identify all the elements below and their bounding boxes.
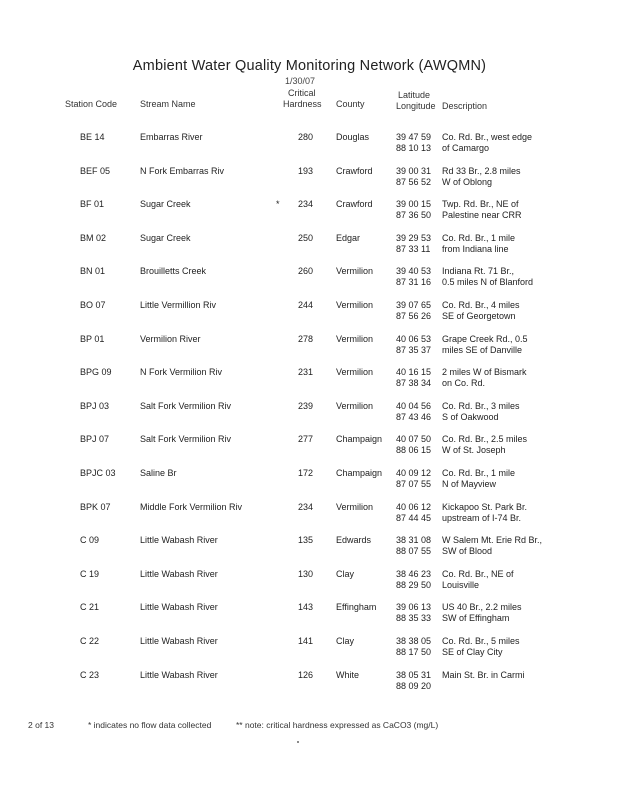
description-line1: Co. Rd. Br., 4 miles — [442, 300, 520, 310]
longitude: 87 33 11 — [396, 243, 431, 254]
longitude: 88 35 33 — [396, 613, 432, 624]
description-line1: Co. Rd. Br., 1 mile — [442, 468, 516, 478]
longitude: 88 10 13 — [396, 143, 432, 153]
critical-hardness: 193 — [298, 165, 314, 176]
header-latitude: Latitude — [398, 90, 431, 100]
latitude: 40 04 56 — [396, 400, 432, 411]
station-code: BPJ 07 — [80, 434, 110, 445]
description-line1: Kickapoo St. Park Br. — [442, 501, 528, 512]
stream-name: Brouilletts Creek — [140, 266, 207, 277]
table-row — [0, 670, 619, 700]
stream-name: Little Vermillion Riv — [140, 300, 217, 310]
description-line2: on Co. Rd. — [442, 378, 486, 389]
station-code: BN 01 — [80, 266, 106, 277]
table-row — [0, 334, 619, 364]
county: Edwards — [336, 535, 372, 546]
description-line2: W of Oblong — [442, 176, 493, 187]
county: Crawford — [336, 199, 373, 210]
critical-hardness: 234 — [298, 501, 314, 512]
description-line2: SW of Blood — [442, 546, 493, 557]
critical-hardness: 239 — [298, 400, 314, 411]
station-code: C 19 — [80, 568, 100, 579]
latitude: 40 09 12 — [396, 468, 432, 478]
county: Champaign — [336, 468, 383, 478]
longitude: 87 36 50 — [396, 210, 432, 221]
description-line1: Twp. Rd. Br., NE of — [442, 199, 519, 210]
station-code: C 22 — [80, 636, 100, 646]
description-line2: miles SE of Danville — [442, 344, 523, 355]
stream-name: Sugar Creek — [140, 232, 191, 243]
header-critical-line1: Critical — [288, 88, 316, 98]
longitude: 87 07 55 — [396, 479, 432, 489]
description-line2: W of St. Joseph — [442, 445, 506, 456]
critical-hardness: 141 — [298, 636, 314, 646]
longitude: 87 38 34 — [396, 378, 432, 389]
description-line2: SE of Clay City — [442, 647, 503, 657]
stream-name: Little Wabash River — [140, 669, 218, 680]
table-row — [0, 132, 619, 162]
description-line1: Co. Rd. Br., 3 miles — [442, 400, 520, 411]
description-line1: Co. Rd. Br., 5 miles — [442, 636, 520, 646]
description-line2: 0.5 miles N of Blanford — [442, 277, 534, 288]
header-stream-name: Stream Name — [140, 99, 196, 109]
header-hardness-line2: Hardness — [283, 99, 322, 109]
latitude: 39 06 13 — [396, 602, 432, 613]
critical-hardness: 250 — [298, 232, 314, 243]
table-row — [0, 401, 619, 431]
critical-hardness: 277 — [298, 434, 314, 445]
description-line2: S of Oakwood — [442, 411, 499, 422]
critical-hardness: 234 — [298, 199, 314, 210]
county: Crawford — [336, 165, 373, 176]
critical-hardness: 135 — [298, 535, 314, 546]
critical-hardness: 172 — [298, 468, 314, 478]
longitude: 88 09 20 — [396, 680, 432, 691]
stream-name: Middle Fork Vermilion Riv — [140, 501, 243, 512]
latitude: 39 47 59 — [396, 132, 432, 142]
description-line2: SW of Effingham — [442, 613, 510, 624]
table-row — [0, 367, 619, 397]
header-longitude: Longitude — [396, 101, 436, 111]
stream-name: Vermilion River — [140, 333, 201, 344]
stream-name: Little Wabash River — [140, 535, 218, 546]
longitude: 88 29 50 — [396, 579, 432, 590]
longitude: 87 56 26 — [396, 311, 432, 321]
county: Vermilion — [336, 400, 374, 411]
station-code: BPJC 03 — [80, 468, 116, 478]
stream-name: N Fork Vermilion Riv — [140, 367, 223, 378]
description-line2: SE of Georgetown — [442, 311, 516, 321]
station-code: C 21 — [80, 602, 100, 613]
description-line2: from Indiana line — [442, 243, 509, 254]
description-line1: Co. Rd. Br., 1 mile — [442, 232, 516, 243]
description-line1: Co. Rd. Br., west edge — [442, 132, 533, 142]
county: Vermilion — [336, 501, 374, 512]
latitude: 39 07 65 — [396, 300, 432, 310]
table-row — [0, 636, 619, 666]
stream-name: Little Wabash River — [140, 636, 218, 646]
longitude: 87 35 37 — [396, 344, 432, 355]
county: Vermilion — [336, 367, 374, 378]
footer-hardness-note: ** note: critical hardness expressed as CaCO3 (mg/L) — [236, 720, 439, 730]
county: White — [336, 669, 360, 680]
longitude: 88 17 50 — [396, 647, 432, 657]
stream-name: Saline Br — [140, 468, 177, 478]
table-row — [0, 434, 619, 464]
stream-name: Little Wabash River — [140, 568, 218, 579]
description-line1: Grape Creek Rd., 0.5 — [442, 333, 528, 344]
station-code: BE 14 — [80, 132, 105, 142]
station-code: BPG 09 — [80, 367, 112, 378]
table-row — [0, 233, 619, 263]
stream-name: N Fork Embarras Riv — [140, 165, 225, 176]
longitude: 88 06 15 — [396, 445, 432, 456]
description-line2: N of Mayview — [442, 479, 497, 489]
table-row — [0, 569, 619, 599]
description-line2: Palestine near CRR — [442, 210, 522, 221]
table-row — [0, 535, 619, 565]
no-flow-mark: * — [276, 199, 280, 210]
header-description: Description — [442, 101, 488, 111]
county: Clay — [336, 568, 355, 579]
stream-name: Little Wabash River — [140, 602, 218, 613]
latitude: 38 05 31 — [396, 669, 432, 680]
latitude: 40 06 53 — [396, 333, 432, 344]
footer-no-flow-note: * indicates no flow data collected — [88, 720, 212, 730]
latitude: 40 06 12 — [396, 501, 432, 512]
speck-mark — [297, 741, 299, 743]
description-line1: 2 miles W of Bismark — [442, 367, 527, 378]
table-row — [0, 199, 619, 229]
header-station-code: Station Code — [65, 99, 118, 109]
longitude: 87 31 16 — [396, 277, 432, 288]
description-line1: Rd 33 Br., 2.8 miles — [442, 165, 521, 176]
stream-name: Salt Fork Vermilion Riv — [140, 400, 232, 411]
county: Champaign — [336, 434, 383, 445]
description-line1: US 40 Br., 2.2 miles — [442, 602, 522, 613]
county: Vermilion — [336, 266, 374, 277]
footer-page-number: 2 of 13 — [28, 720, 54, 730]
critical-hardness: 260 — [298, 266, 314, 277]
latitude: 40 16 15 — [396, 367, 432, 378]
stream-name: Salt Fork Vermilion Riv — [140, 434, 232, 445]
county: Vermilion — [336, 300, 374, 310]
latitude: 38 46 23 — [396, 568, 432, 579]
longitude: 88 07 55 — [396, 546, 432, 557]
county: Vermilion — [336, 333, 374, 344]
county: Douglas — [336, 132, 370, 142]
station-code: BPK 07 — [80, 501, 111, 512]
county: Edgar — [336, 232, 361, 243]
critical-hardness: 231 — [298, 367, 314, 378]
stream-name: Embarras River — [140, 132, 203, 142]
longitude: 87 56 52 — [396, 176, 432, 187]
station-code: C 23 — [80, 669, 100, 680]
latitude: 38 38 05 — [396, 636, 432, 646]
critical-hardness: 130 — [298, 568, 314, 579]
stream-name: Sugar Creek — [140, 199, 191, 210]
description-line2: Louisville — [442, 579, 480, 590]
report-date: 1/30/07 — [285, 76, 316, 86]
description-line1: W Salem Mt. Erie Rd Br., — [442, 535, 543, 546]
latitude: 38 31 08 — [396, 535, 432, 546]
description-line1: Main St. Br. in Carmi — [442, 669, 525, 680]
latitude: 40 07 50 — [396, 434, 432, 445]
latitude: 39 29 53 — [396, 232, 432, 243]
description-line2: of Camargo — [442, 143, 490, 153]
description-line2: upstream of I-74 Br. — [442, 512, 522, 523]
station-code: BM 02 — [80, 232, 107, 243]
critical-hardness: 280 — [298, 132, 314, 142]
longitude: 87 44 45 — [396, 512, 432, 523]
county: Effingham — [336, 602, 377, 613]
station-code: BP 01 — [80, 333, 105, 344]
station-code: C 09 — [80, 535, 100, 546]
critical-hardness: 143 — [298, 602, 314, 613]
table-row — [0, 300, 619, 330]
description-line1: Co. Rd. Br., 2.5 miles — [442, 434, 528, 445]
county: Clay — [336, 636, 355, 646]
critical-hardness: 244 — [298, 300, 314, 310]
station-code: BEF 05 — [80, 165, 111, 176]
longitude: 87 43 46 — [396, 411, 432, 422]
table-row — [0, 166, 619, 196]
station-code: BF 01 — [80, 199, 105, 210]
critical-hardness: 278 — [298, 333, 314, 344]
description-line1: Indiana Rt. 71 Br., — [442, 266, 515, 277]
page-title: Ambient Water Quality Monitoring Network (AWQMN) — [132, 58, 487, 74]
table-row — [0, 502, 619, 532]
table-row — [0, 468, 619, 498]
station-code: BO 07 — [80, 300, 106, 310]
latitude: 39 00 15 — [396, 199, 432, 210]
station-code: BPJ 03 — [80, 400, 110, 411]
critical-hardness: 126 — [298, 669, 314, 680]
table-row — [0, 602, 619, 632]
header-county: County — [336, 99, 365, 109]
description-line1: Co. Rd. Br., NE of — [442, 568, 514, 579]
latitude: 39 00 31 — [396, 165, 432, 176]
latitude: 39 40 53 — [396, 266, 432, 277]
table-row — [0, 266, 619, 296]
